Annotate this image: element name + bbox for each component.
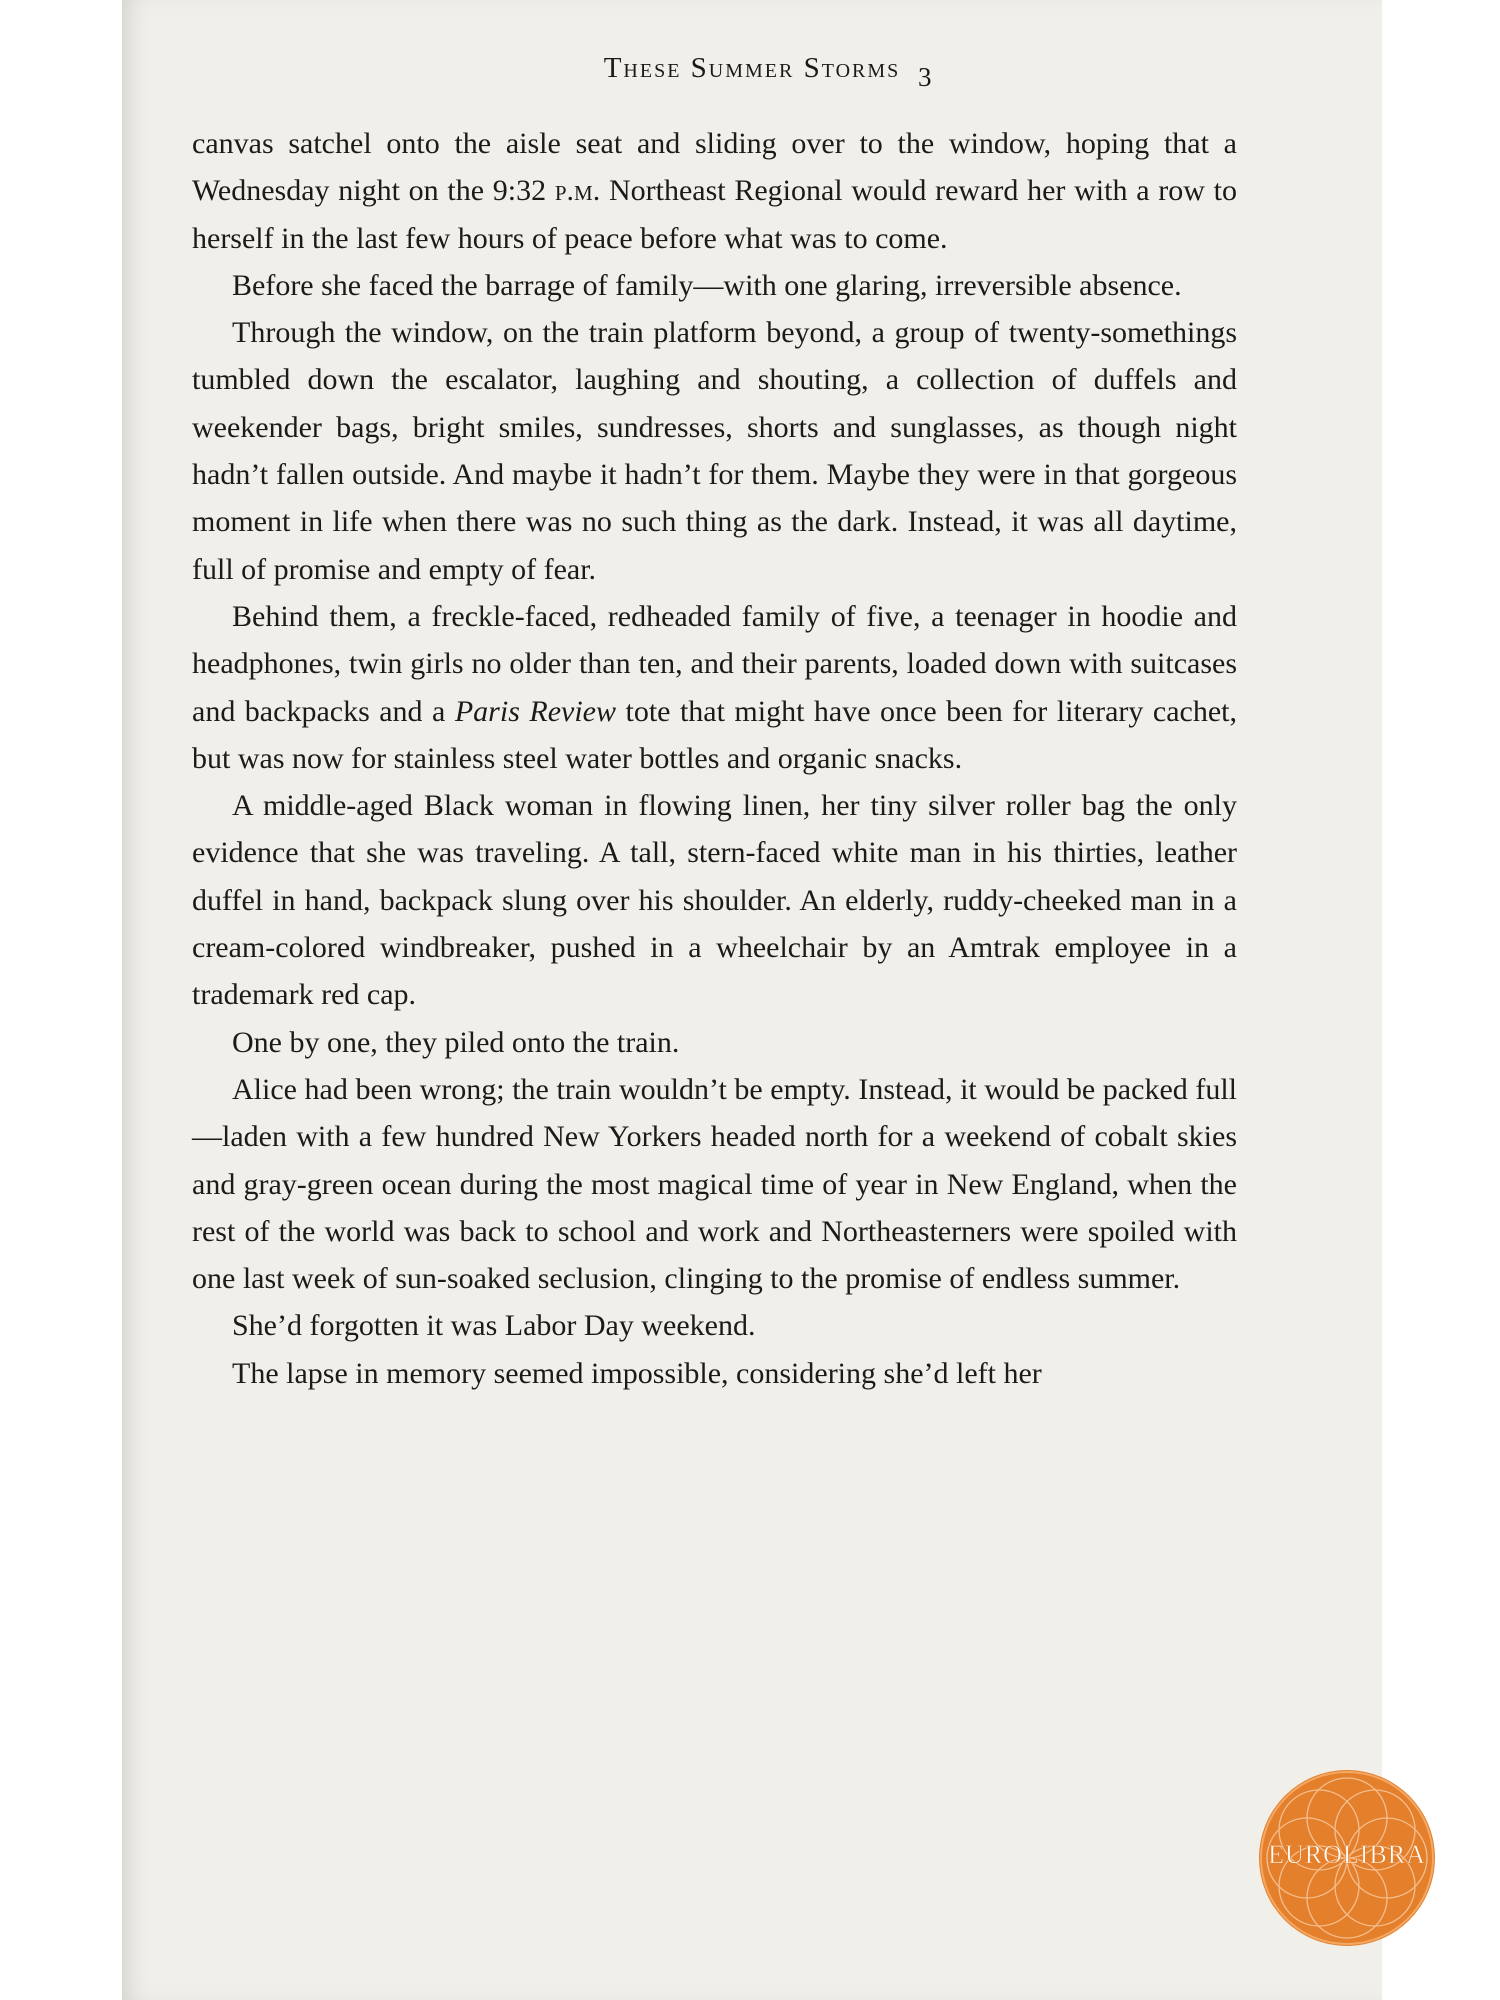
- body-text: [192, 120, 1237, 1397]
- running-head: [122, 52, 1382, 92]
- paragraph-4: Behind them, a freckle-faced, redheaded family of five, a teenager in hoodie and headphones, twin girls no older than ten, and their parents, loaded down with suitcases and backpacks and a Paris Review tote that might have once been for literary cachet, but was now for stainless steel water bottles and organic snacks.: [192, 599, 1237, 775]
- page-number: 3: [918, 62, 932, 92]
- book-page: [122, 0, 1426, 2000]
- paragraph-2: Before she faced the barrage of family—with one glaring, irreversible absence.: [232, 268, 1182, 302]
- paragraph-1: canvas satchel onto the aisle seat and sliding over to the window, hoping that a Wednesday night on the 9:32 p.m. Northeast Regional would reward her with a row to herself in the last few hours of peace before what was to come.: [192, 127, 1237, 255]
- paragraph-5: A middle-aged Black woman in flowing linen, her tiny silver roller bag the only evidence that she was traveling. A tall, stern-faced white man in his thirties, leather duffel in hand, backpack slung over his shoulder. An elderly, ruddy-cheeked man in a cream-colored windbreaker, pushed in a wheelchair by an Amtrak employee in a trademark red cap.: [192, 789, 1237, 1012]
- paragraph-3: Through the window, on the train platform beyond, a group of twenty-somethings tumbled down the escalator, laughing and shouting, a collection of duffels and weekender bags, bright smiles, sundresses, shorts and sunglasses, as though night hadn’t fallen outside. And maybe it hadn’t for them. Maybe they were in that gorgeous moment in life when there was no such thing as the dark. Instead, it was all daytime, full of promise and empty of fear.: [192, 316, 1237, 586]
- eurolibra-seal-icon: [1257, 1768, 1437, 1948]
- paragraph-6: One by one, they piled onto the train.: [232, 1025, 680, 1059]
- paragraph-9: The lapse in memory seemed impossible, considering she’d left her: [232, 1356, 1042, 1390]
- seal-text: EUROLIBRA: [1268, 1840, 1426, 1869]
- paragraph-8: She’d forgotten it was Labor Day weekend.: [232, 1309, 756, 1343]
- book-title: These Summer Storms: [603, 52, 901, 84]
- paragraph-7: Alice had been wrong; the train wouldn’t be empty. Instead, it would be packed full—laden with a few hundred New Yorkers headed north for a weekend of cobalt skies and gray-green ocean during the most magical time of year in New England, when the rest of the world was back to school and work and Northeasterners were spoiled with one last week of sun-soaked seclusion, clinging to the promise of endless summer.: [192, 1072, 1237, 1296]
